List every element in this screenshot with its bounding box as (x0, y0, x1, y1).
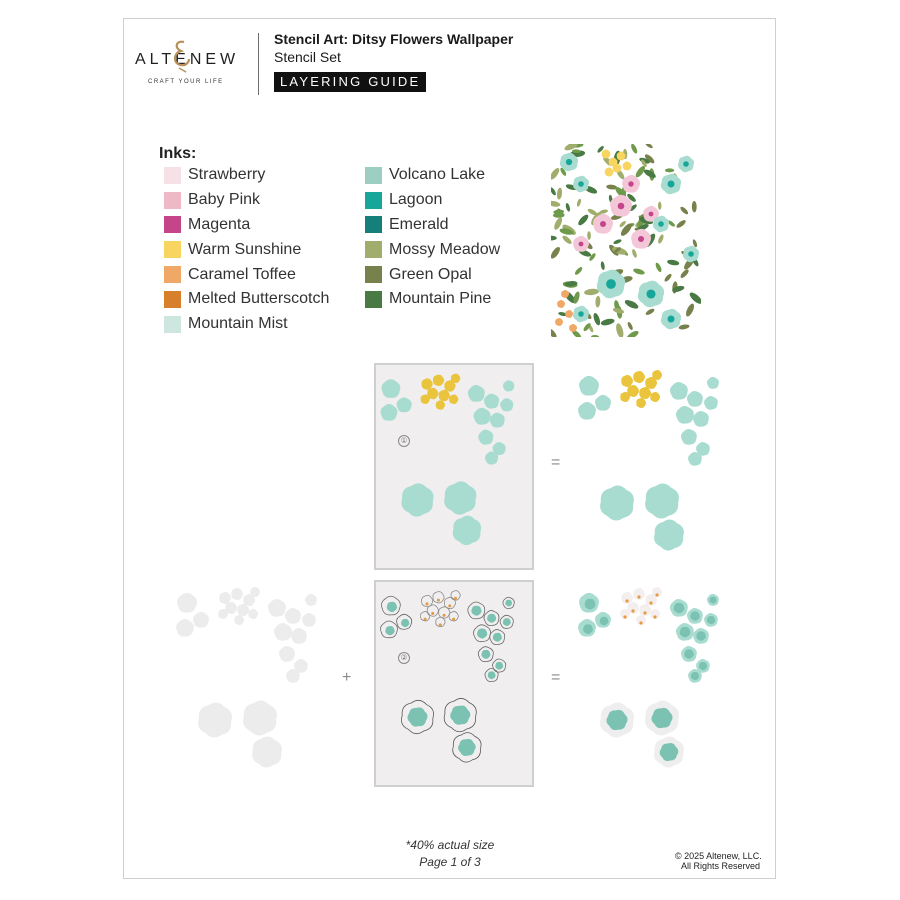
flower-shape (274, 623, 292, 641)
flower-shape (579, 376, 599, 396)
flower-shape (471, 606, 481, 616)
flower-shape (381, 404, 398, 421)
copyright-line-2: All Rights Reserved (681, 861, 761, 871)
ink-item (164, 287, 329, 312)
flower-shape (707, 377, 719, 389)
flower-shape (449, 395, 458, 404)
ink-swatch (164, 316, 181, 333)
flower-shape (704, 396, 718, 410)
ampersand-logo-icon (170, 38, 192, 74)
flower-shape (676, 406, 694, 424)
flower-center (425, 602, 428, 605)
flower-shape (487, 614, 496, 623)
ink-item (365, 287, 500, 312)
flower-shape (500, 398, 513, 411)
flower-center (638, 236, 644, 242)
brand-tagline: CRAFT YOUR LIFE (148, 79, 224, 85)
ink-swatch (164, 192, 181, 209)
flower-shape (444, 481, 476, 514)
flower-shape (279, 646, 295, 662)
ink-swatch (365, 167, 382, 184)
ink-swatch (365, 266, 382, 283)
flower-shape (468, 385, 485, 402)
flower-center (643, 611, 646, 614)
flower-shape (670, 382, 688, 400)
flower-shape (481, 650, 490, 659)
flower-shape (381, 379, 400, 398)
stencil-2-art (376, 582, 532, 785)
equals-sign-2: = (551, 669, 561, 686)
stencil-layer-2 (374, 580, 534, 787)
flower-center (688, 251, 694, 257)
ink-name: Warm Sunshine (188, 240, 302, 258)
flower-shape (503, 618, 511, 626)
flower-shape (652, 370, 662, 380)
flower-shape (248, 609, 258, 619)
flower-shape (490, 413, 505, 428)
flower-shape (176, 619, 194, 637)
flower-shape (578, 402, 596, 420)
flower-shape (198, 702, 232, 737)
flower-center (437, 599, 440, 602)
ink-list-column-1 (164, 163, 329, 337)
flower-shape (645, 483, 679, 518)
step-number-1: ① (398, 435, 410, 447)
ink-swatch (164, 167, 181, 184)
flower-shape (633, 371, 645, 383)
flower-shape (595, 395, 611, 411)
flower-center (631, 609, 634, 612)
flower-center (431, 612, 434, 615)
flower-shape (458, 739, 476, 756)
ink-item (164, 237, 329, 262)
flower-center (439, 623, 442, 626)
inks-heading: Inks: (159, 145, 197, 162)
flower-center (448, 604, 451, 607)
ink-swatch (365, 192, 382, 209)
flower-shape (291, 628, 307, 644)
plus-sign: + (342, 669, 352, 686)
equals-sign-1: = (551, 454, 561, 471)
ink-swatch (365, 291, 382, 308)
flower-shape (385, 626, 394, 635)
flower-shape (495, 662, 503, 670)
copyright-line-1: © 2025 Altenew, LLC. (675, 851, 762, 861)
stencil-2-cutouts (381, 591, 515, 763)
flower-shape (237, 604, 249, 616)
flower-center (454, 597, 457, 600)
ink-swatch (164, 241, 181, 258)
flower-shape (433, 375, 444, 386)
flower-center (623, 615, 626, 618)
flower-shape (650, 392, 660, 402)
stencil-1-art (376, 365, 532, 568)
flower-center (683, 161, 689, 167)
flower-shape (422, 378, 433, 389)
ink-item (365, 163, 500, 188)
flower-center (578, 181, 584, 187)
flower-shape (268, 599, 286, 617)
flower-shape (687, 391, 703, 407)
flower-shape (439, 390, 450, 401)
flower-center (600, 221, 606, 227)
flower-shape (488, 671, 496, 679)
ink-item (164, 262, 329, 287)
flower-shape (474, 408, 491, 425)
flower-shape (503, 380, 514, 391)
flower-shape (243, 700, 277, 735)
ink-item (164, 188, 329, 213)
flower-shape (285, 608, 301, 624)
ink-swatch (365, 241, 382, 258)
page-title: Stencil Art: Ditsy Flowers Wallpaper (274, 31, 514, 47)
flower-center (653, 615, 656, 618)
flower-center (618, 203, 625, 210)
flower-center (668, 316, 675, 323)
flower-shape (477, 628, 487, 638)
ink-name: Strawberry (188, 166, 266, 184)
flower-center (606, 279, 616, 289)
brand-logo-text: ALTENEW (135, 51, 240, 68)
flower-center (578, 311, 584, 317)
stencil-1-cutouts (381, 374, 515, 546)
finished-artwork-preview (551, 144, 701, 337)
flower-shape (621, 375, 633, 387)
ink-item (365, 213, 500, 238)
flower-center (566, 159, 572, 165)
result-layer-2 (567, 580, 747, 787)
ink-swatch (164, 266, 181, 283)
ink-item (164, 213, 329, 238)
flower-shape (453, 516, 481, 546)
ink-name: Baby Pink (188, 191, 261, 209)
flower-shape (193, 612, 209, 628)
copyright (675, 851, 762, 871)
page-number: Page 1 of 3 (419, 855, 481, 869)
ink-name: Melted Butterscotch (188, 290, 330, 308)
flower-center (649, 212, 654, 217)
flower-shape (397, 397, 412, 412)
flower-center (628, 181, 633, 186)
flower-shape (450, 705, 470, 724)
flower-center (579, 242, 584, 247)
stencil-layer-1 (374, 363, 534, 570)
ink-swatch (164, 291, 181, 308)
ink-item (164, 312, 329, 337)
flower-center (655, 593, 658, 596)
flower-shape (305, 594, 317, 606)
flower-shape (639, 387, 651, 399)
flower-shape (387, 602, 397, 612)
ink-name: Green Opal (389, 265, 472, 283)
flower-center (443, 614, 446, 617)
flower-shape (250, 587, 260, 597)
flower-shape (177, 593, 197, 613)
flower-center (625, 599, 628, 602)
size-note: *40% actual size (405, 838, 495, 852)
layering-guide-label: LAYERING GUIDE (274, 72, 426, 92)
ink-item (365, 262, 500, 287)
ink-name: Volcano Lake (389, 166, 486, 184)
flower-center (639, 621, 642, 624)
flower-shape (681, 429, 697, 445)
result-layer-1 (567, 363, 747, 570)
ink-list-column-2 (365, 163, 500, 312)
flower-shape (219, 592, 231, 604)
flower-center (646, 289, 655, 298)
flower-shape (600, 485, 634, 520)
flower-center (649, 601, 652, 604)
page-subtitle: Stencil Set (274, 49, 341, 65)
flower-shape (478, 430, 493, 445)
leaf-shape (665, 168, 674, 172)
header-divider (258, 33, 259, 95)
ink-item (164, 163, 329, 188)
ink-swatch (164, 216, 181, 233)
flower-shape (654, 519, 684, 550)
flower-shape (252, 736, 282, 767)
ink-name: Mossy Meadow (389, 240, 501, 258)
ink-name: Magenta (188, 215, 251, 233)
flower-shape (451, 374, 460, 383)
ink-swatch (365, 216, 382, 233)
flower-center (637, 595, 640, 598)
flower-shape (693, 411, 709, 427)
ink-item (365, 188, 500, 213)
ink-name: Mountain Mist (188, 315, 288, 333)
flower-shape (401, 619, 409, 627)
ink-name: Lagoon (389, 191, 443, 209)
flower-shape (436, 400, 445, 409)
flower-shape (636, 398, 646, 408)
flower-center (424, 618, 427, 621)
flower-shape (407, 707, 427, 726)
flower-center (452, 618, 455, 621)
ink-name: Caramel Toffee (188, 265, 296, 283)
flower-shape (234, 615, 244, 625)
flower-shape (401, 483, 433, 516)
ink-name: Emerald (389, 215, 449, 233)
flower-shape (484, 394, 499, 409)
flower-center (668, 181, 675, 188)
flower-shape (231, 588, 243, 600)
flower-center (658, 221, 664, 227)
flower-shape (505, 600, 512, 607)
flower-shape (302, 613, 316, 627)
ink-name: Mountain Pine (389, 290, 492, 308)
flower-shape (493, 633, 502, 642)
previous-layer-ghost (165, 580, 345, 787)
ink-item (365, 237, 500, 262)
step-number-2: ② (398, 652, 410, 664)
